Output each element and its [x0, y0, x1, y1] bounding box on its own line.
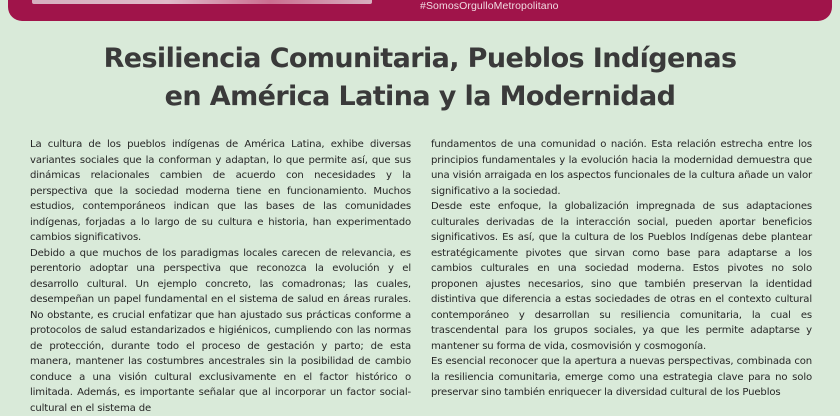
banner-logo-strip	[32, 0, 372, 4]
paragraph: fundamentos de una comunidad o nación. Esta relación estrecha entre los principios fundamentales y la evolución hacia la modernidad demuestra que una visión arraigada en los aspectos funcionales de la cultura añade un valor significativo a la sociedad.	[431, 137, 812, 199]
paragraph: La cultura de los pueblos indígenas de América Latina, exhibe diversas variantes sociales que la conforman y adaptan, lo que permite así, que sus dinámicas relacionales cambien de acuerdo con necesidades y la perspectiva que la sociedad moderna tiene en funcionamiento. Muchos estudios, contemporáneos indican que las bases de las comunidades indígenas, forjadas a lo largo de su cultura e historia, han experimentado cambios significativos.	[30, 137, 411, 246]
banner-hashtag: #SomosOrgulloMetropolitano	[420, 1, 559, 11]
article-column-right	[431, 137, 812, 401]
top-banner	[8, 0, 832, 21]
paragraph: Es esencial reconocer que la apertura a nuevas perspectivas, combinada con la resiliencia comunitaria, emerge como una estrategia clave para no solo preservar sino también enriquecer la diversidad cultural de los Pueblos	[431, 354, 812, 401]
article-title-line-1: Resiliencia Comunitaria, Pueblos Indígenas	[104, 43, 737, 74]
article-title-line-2: en América Latina y la Modernidad	[165, 81, 676, 112]
article-title	[40, 40, 800, 116]
paragraph: Debido a que muchos de los paradigmas locales carecen de relevancia, es perentorio adoptar una perspectiva que reconozca la evolución y el desarrollo cultural. Un ejemplo concreto, las comadronas; las cuales, desempeñan un papel fundamental en el sistema de salud en áreas rurales. No obstante, es crucial enfatizar que han ajustado sus prácticas conforme a protocolos de salud estandarizados e higiénicos, cumpliendo con las normas de protección, durante todo el proceso de gestación y parto; de esta manera, mantener las costumbres ancestrales sin la posibilidad de cambio conduce a una visión cultural exclusivamente en el factor histórico o limitada. Además, es importante señalar que al incorporar un factor social-cultural en el sistema de	[30, 246, 411, 416]
article-column-left	[30, 137, 411, 416]
paragraph: Desde este enfoque, la globalización impregnada de sus adaptaciones culturales derivadas de la interacción social, pueden aportar beneficios significativos. Es así, que la cultura de los Pueblos Indígenas debe plantear estratégicamente pivotes que sirvan como base para adaptarse a los cambios culturales en una sociedad moderna. Estos pivotes no solo proponen ajustes necesarios, sino que también preservan la identidad distintiva que diferencia a estas sociedades de otras en el contexto cultural contemporáneo y desarrollan su resiliencia comunitaria, la cual es trascendental para los grupos sociales, ya que les permite adaptarse y mantener su forma de vida, cosmovisión y cosmogonía.	[431, 199, 812, 354]
